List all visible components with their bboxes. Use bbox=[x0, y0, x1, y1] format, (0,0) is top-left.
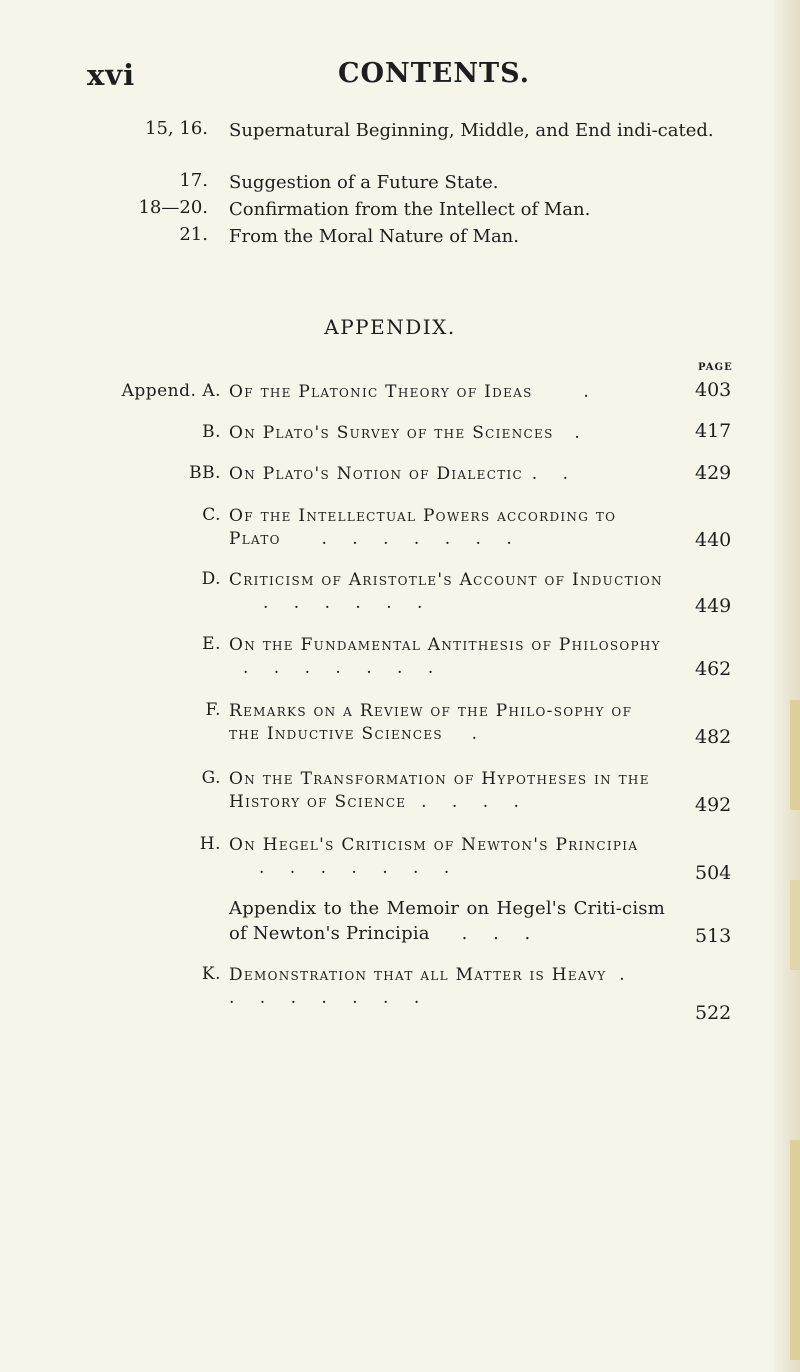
appendix-title-text: On Plato's Notion of Dialectic bbox=[229, 464, 524, 484]
appendix-title-text: Criticism of Aristotle's Account of Induction bbox=[229, 570, 663, 590]
appendix-letter: C. bbox=[202, 505, 221, 525]
chapter-item-number: 21. bbox=[179, 224, 208, 245]
appendix-title-text: On the Transformation of Hypotheses in the History of Science bbox=[229, 769, 650, 812]
chapter-item-text: Confirmation from the Intellect of Man. bbox=[229, 199, 591, 220]
appendix-title bbox=[229, 505, 665, 551]
appendix-title bbox=[229, 634, 665, 680]
appendix-letter: F. bbox=[205, 700, 221, 720]
page-folio: xvi bbox=[87, 58, 136, 92]
chapter-item-text: Suggestion of a Future State. bbox=[229, 172, 499, 193]
appendix-letter: G. bbox=[201, 768, 221, 788]
chapter-item-number: 15, 16. bbox=[145, 118, 208, 139]
appendix-title bbox=[229, 896, 665, 946]
appendix-title-text: On the Fundamental Antithesis of Philosophy bbox=[229, 635, 661, 655]
leader-dots: . bbox=[583, 382, 599, 402]
chapter-item-text: Supernatural Beginning, Middle, and End indi-cated. bbox=[229, 120, 714, 141]
leader-dots: . . . . . . . bbox=[259, 858, 460, 878]
appendix-title bbox=[229, 381, 665, 404]
edge-stain bbox=[790, 1140, 800, 1360]
leader-dots: . . . . . . bbox=[263, 593, 433, 613]
appendix-title-text: Remarks on a Review of the Philo-sophy of the Inductive Sciences bbox=[229, 701, 633, 744]
appendix-letter: BB. bbox=[189, 463, 221, 483]
edge-stain bbox=[790, 880, 800, 970]
appendix-page-number: 513 bbox=[695, 925, 732, 947]
appendix-title bbox=[229, 569, 665, 615]
appendix-letter: B. bbox=[202, 422, 221, 442]
appendix-page-number: 522 bbox=[695, 1002, 732, 1024]
appendix-title bbox=[229, 768, 665, 814]
edge-stain bbox=[790, 700, 800, 810]
chapter-item-number: 17. bbox=[179, 170, 208, 191]
appendix-letter: H. bbox=[199, 834, 221, 854]
appendix-title bbox=[229, 463, 665, 486]
appendix-title-text: Demonstration that all Matter is Heavy bbox=[229, 965, 607, 985]
appendix-letter: Append. A. bbox=[121, 381, 221, 401]
appendix-page-number: 492 bbox=[695, 794, 732, 816]
leader-dots: . . bbox=[531, 464, 578, 484]
chapter-item bbox=[0, 197, 780, 224]
appendix-title bbox=[229, 422, 665, 445]
appendix-title-text: On Plato's Survey of the Sciences bbox=[229, 423, 554, 443]
leader-dots: . . . . . . . bbox=[321, 529, 522, 549]
appendix-title-text: Appendix to the Memoir on Hegel's Criti-cism of Newton's Principia bbox=[229, 898, 665, 944]
appendix-letter: E. bbox=[202, 634, 221, 654]
appendix-title bbox=[229, 964, 665, 1010]
appendix-page-number: 504 bbox=[695, 862, 732, 884]
appendix-page-number: 417 bbox=[695, 420, 732, 442]
appendix-letter: D. bbox=[201, 569, 221, 589]
page-column-label: PAGE bbox=[698, 362, 733, 373]
running-head bbox=[0, 58, 780, 98]
chapter-item-list bbox=[0, 118, 780, 251]
chapter-item bbox=[0, 224, 780, 251]
appendix-page-number: 482 bbox=[695, 726, 732, 748]
chapter-item-number: 18—20. bbox=[138, 197, 208, 218]
appendix-title-text: Of the Intellectual Powers according to Plato bbox=[229, 506, 617, 549]
leader-dots: . bbox=[574, 423, 590, 443]
running-title: CONTENTS. bbox=[338, 58, 531, 89]
appendix-title bbox=[229, 834, 665, 880]
appendix-heading: APPENDIX. bbox=[324, 315, 456, 339]
appendix-page-number: 440 bbox=[695, 529, 732, 551]
leader-dots: . . . bbox=[461, 923, 541, 944]
appendix-title-text: Of the Platonic Theory of Ideas bbox=[229, 382, 533, 402]
appendix-page-number: 449 bbox=[695, 595, 732, 617]
appendix-page-number: 403 bbox=[695, 379, 732, 401]
leader-dots: . bbox=[471, 724, 488, 744]
appendix-title bbox=[229, 700, 665, 746]
leader-dots: . . . . bbox=[421, 792, 529, 812]
appendix-page-number: 429 bbox=[695, 462, 732, 484]
leader-dots: . . . . . . . bbox=[243, 658, 444, 678]
appendix-page-number: 462 bbox=[695, 658, 732, 680]
appendix-letter: K. bbox=[201, 964, 221, 984]
chapter-item bbox=[0, 170, 780, 197]
appendix-title-text: On Hegel's Criticism of Newton's Principia bbox=[229, 835, 639, 855]
chapter-item-text: From the Moral Nature of Man. bbox=[229, 226, 519, 247]
leader-dots: . . . . . . . . bbox=[229, 965, 635, 1008]
